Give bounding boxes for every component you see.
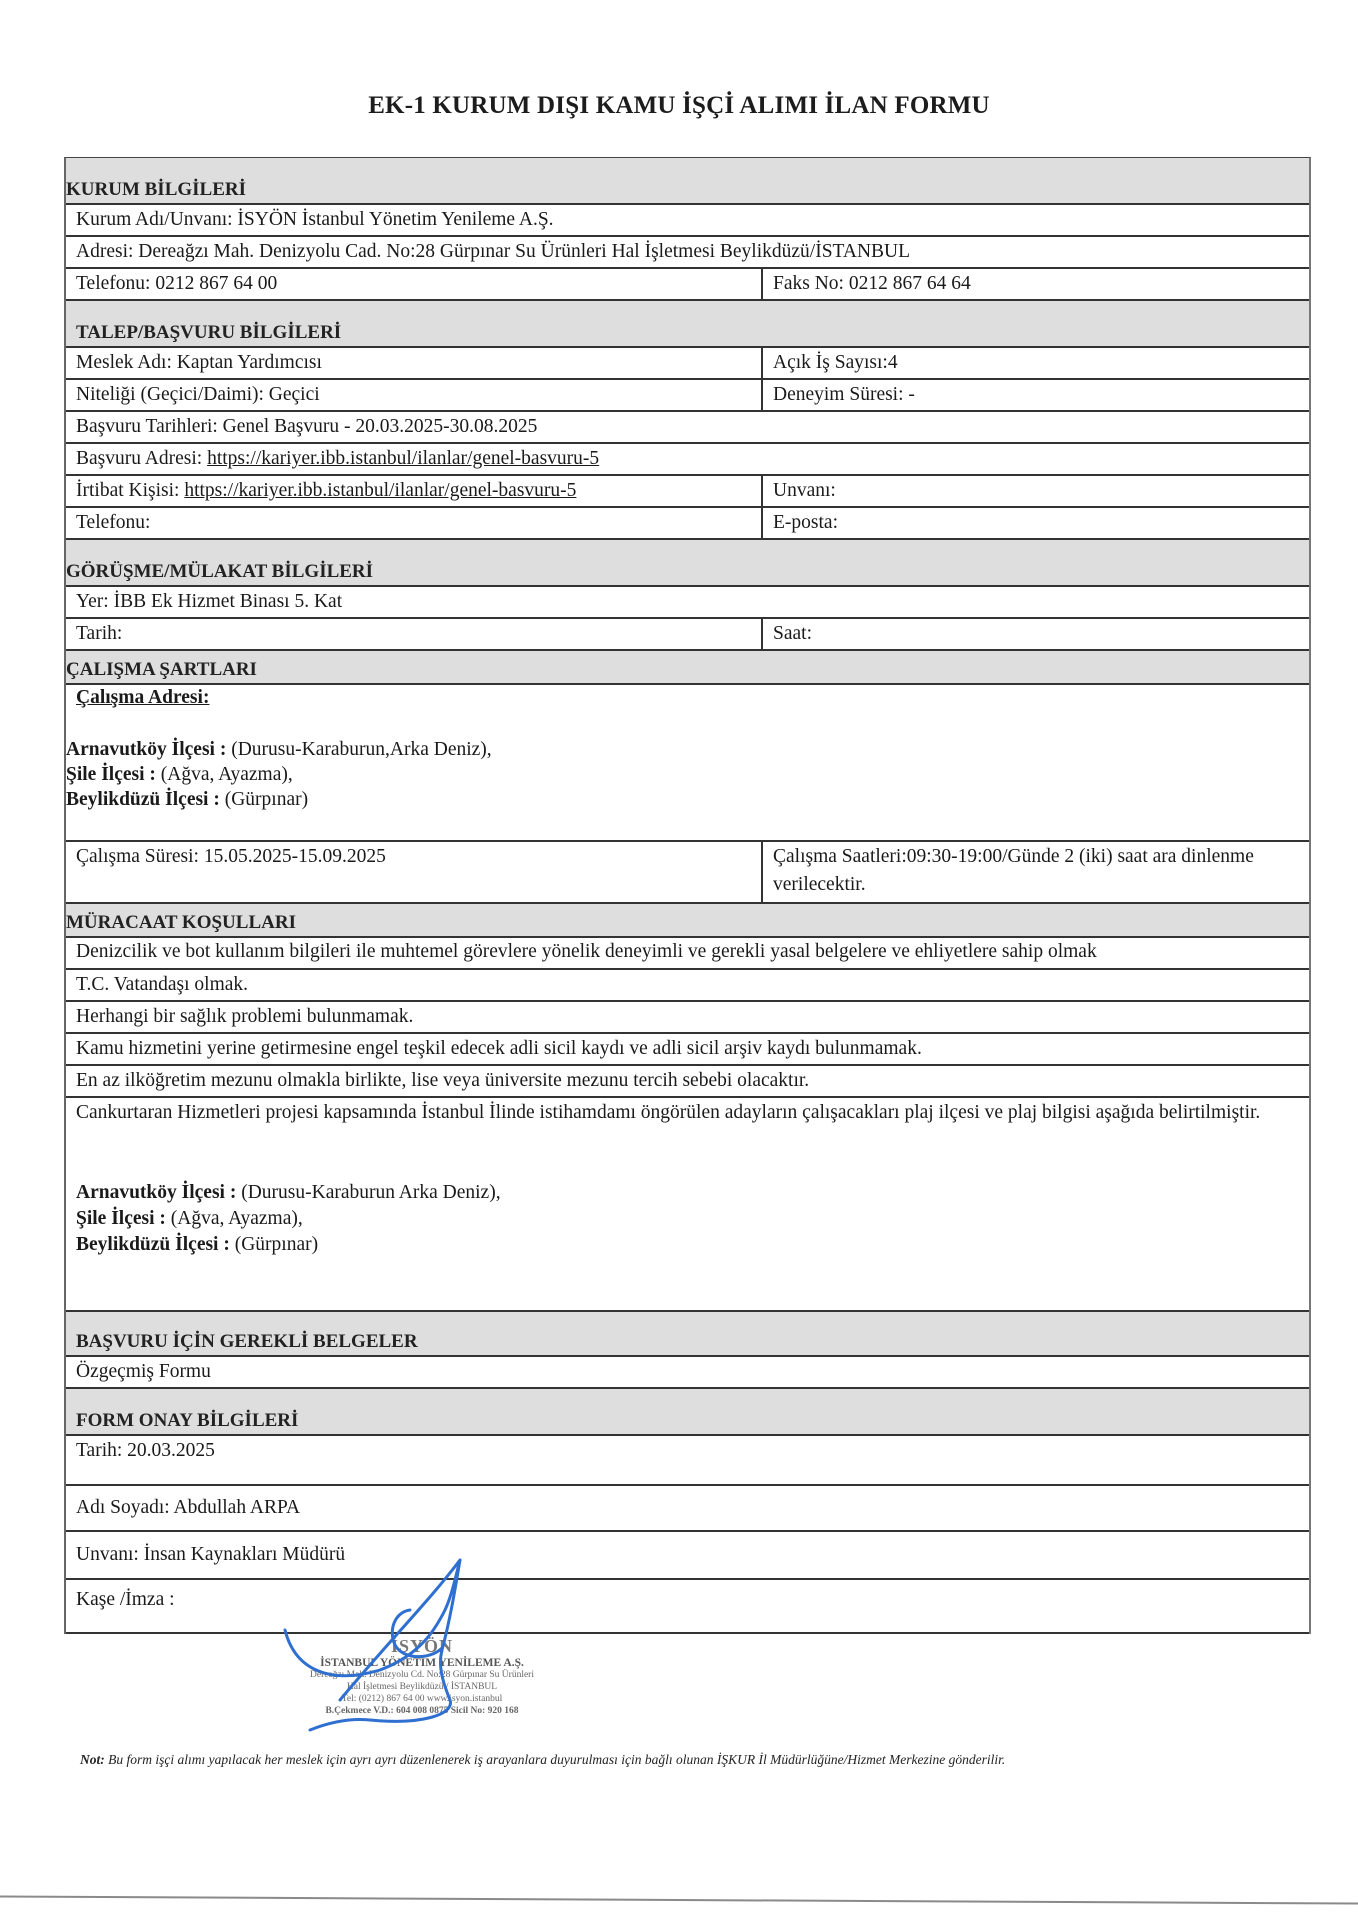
row-onay-unvani [66,1532,1309,1580]
section-heading: TALEP/BAŞVURU BİLGİLERİ [76,322,342,343]
muracaat-item [66,1034,1309,1066]
onay-unvani: Unvanı: İnsan Kaynakları Müdürü [76,1544,346,1565]
proje-text: Cankurtaran Hizmetleri projesi kapsamında İstanbul İlinde istihamdamı öngörülen adayların çalışacakları plaj ilçesi ve plaj bilgisi aşağıda belirtilmiştir. [76,1102,1261,1123]
gorusme-tarih: Tarih: [66,619,763,649]
row-telefonu [66,508,1309,540]
section-talep-basvuru [66,301,1309,348]
ilce-value: (Ağva, Ayazma), [155,764,293,785]
section-heading: KURUM BİLGİLERİ [66,179,246,200]
stamp-contact: Tel: (0212) 867 64 00 www.isyon.istanbul [341,1694,503,1704]
stamp-logo-text: İSYÖN [390,1636,453,1656]
muracaat-text: En az ilköğretim mezunu olmakla birlikte, lise veya üniversite mezunu tercih sebebi olacaktır. [76,1070,810,1091]
ilce-value: (Durusu-Karaburun Arka Deniz), [236,1182,501,1203]
muracaat-item [66,1066,1309,1098]
muracaat-item [66,1002,1309,1034]
basvuru-tarihleri: Başvuru Tarihleri: Genel Başvuru - 20.03.2025-30.08.2025 [76,416,538,437]
acik-is-sayisi: Açık İş Sayısı:4 [773,352,898,373]
kurum-adres: Adresi: Dereağzı Mah. Denizyolu Cad. No:28 Gürpınar Su Ürünleri Hal İşletmesi Beylikdüzü/İSTANBUL [76,241,911,262]
announcement-form [64,157,1311,1634]
calisma-adresi-heading: Çalışma Adresi: [76,687,210,708]
row-basvuru-adresi [66,444,1309,476]
irtibat-link[interactable]: https://kariyer.ibb.istanbul/ilanlar/genel-basvuru-5 [184,480,577,501]
ilce-value: (Gürpınar) [219,789,309,810]
scan-edge-line [0,1895,1358,1904]
row-adi-soyadi [66,1486,1309,1532]
ilce-line [66,764,293,786]
gorusme-saat: Saat: [773,623,812,644]
muracaat-text: Denizcilik ve bot kullanım bilgileri ile muhtemel görevlere yönelik deneyimli ve gerekli yasal belgelere ve ehliyetlere sahip olmak [76,941,1097,962]
unvani: Unvanı: [773,480,836,501]
row-kase-imza [66,1580,1309,1634]
ilce-name: Beylikdüzü İlçesi : [66,789,220,810]
section-gorusme-mulakat [66,540,1309,587]
section-heading: MÜRACAAT KOŞULLARI [66,912,296,933]
kurum-faks: Faks No: 0212 867 64 64 [773,273,971,294]
row-yer [66,587,1309,619]
ilce-line [76,1206,501,1232]
niteligi: Niteliği (Geçici/Daimi): Geçici [66,380,763,410]
ilce-line [66,739,492,761]
signature-icon [270,1550,530,1740]
row-kurum-adres [66,237,1309,269]
ilce-name: Arnavutköy İlçesi : [66,739,227,760]
row-niteligi [66,380,1309,412]
section-heading: BAŞVURU İÇİN GEREKLİ BELGELER [76,1331,418,1352]
irtibat-kisisi [66,476,763,506]
section-gerekli-belgeler [66,1312,1309,1357]
muracaat-item [66,970,1309,1002]
ilce-name: Arnavutköy İlçesi : [76,1182,237,1203]
e-posta: E-posta: [773,512,838,533]
note-label: Not: [80,1752,105,1767]
gorusme-yer: Yer: İBB Ek Hizmet Binası 5. Kat [76,591,343,612]
row-belge [66,1357,1309,1389]
section-heading: GÖRÜŞME/MÜLAKAT BİLGİLERİ [66,561,374,582]
row-kurum-adi [66,205,1309,237]
section-heading: ÇALIŞMA ŞARTLARI [66,659,257,680]
section-calisma-sartlari [66,651,1309,685]
belge-item: Özgeçmiş Formu [76,1361,211,1382]
section-kurum-bilgileri [66,158,1309,205]
kase-imza: Kaşe /İmza : [76,1589,175,1610]
section-muracaat-kosullari [66,904,1309,938]
calisma-suresi: Çalışma Süresi: 15.05.2025-15.09.2025 [66,842,763,902]
ilce-line [76,1232,501,1258]
row-calisma-suresi [66,842,1309,904]
note-text: Bu form işçi alımı yapılacak her meslek için ayrı ayrı düzenlenerek iş arayanlara duyurulması için bağlı olunan İŞKUR İl Müdürlüğüne/Hizmet Merkezine gönderilir. [104,1752,1006,1767]
page-title: EK-1 KURUM DIŞI KAMU İŞÇİ ALIMI İLAN FORMU [368,92,990,119]
irtibat-label: İrtibat Kişisi: [76,480,185,501]
stamp-address-2: Hal İşletmesi Beylikdüzü / İSTANBUL [346,1682,498,1692]
stamp-address: Dereağzı Mah. Denizyolu Cd. No:28 Gürpınar Su Ürünleri [310,1670,534,1680]
calisma-saatleri: Çalışma Saatleri:09:30-19:00/Günde 2 (iki) saat ara dinlenme verilecektir. [773,846,1254,895]
ilce-value: (Ağva, Ayazma), [165,1208,303,1229]
row-basvuru-tarihleri [66,412,1309,444]
kurum-adi: Kurum Adı/Unvanı: İSYÖN İstanbul Yönetim Yenileme A.Ş. [76,209,554,230]
section-heading: FORM ONAY BİLGİLERİ [76,1410,299,1431]
row-irtibat [66,476,1309,508]
deneyim-suresi: Deneyim Süresi: - [773,384,915,405]
muracaat-text: Kamu hizmetini yerine getirmesine engel teşkil edecek adli sicil kaydı ve adli sicil arşiv kaydı bulunmamak. [76,1038,922,1059]
plaj-ilceleri [76,1180,501,1258]
basvuru-adresi-label: Başvuru Adresi: [76,448,208,469]
ilce-line [66,789,308,811]
muracaat-proje-block [66,1098,1309,1312]
meslek-adi: Meslek Adı: Kaptan Yardımcısı [66,348,763,378]
ilce-value: (Durusu-Karaburun,Arka Deniz), [226,739,492,760]
row-meslek [66,348,1309,380]
ilce-name: Beylikdüzü İlçesi : [76,1234,230,1255]
stamp-company-name: İSTANBUL YÖNETİM YENİLEME A.Ş. [320,1657,524,1669]
adi-soyadi: Adı Soyadı: Abdullah ARPA [76,1497,301,1518]
ilce-name: Şile İlçesi : [66,764,156,785]
ilce-value: (Gürpınar) [229,1234,319,1255]
row-tarih-saat [66,619,1309,651]
kurum-telefon: Telefonu: 0212 867 64 00 [66,269,763,299]
stamp-tax-info: B.Çekmece V.D.: 604 008 0875 Sicil No: 920 168 [325,1706,519,1716]
ilce-name: Şile İlçesi : [76,1208,166,1229]
telefonu: Telefonu: [66,508,763,538]
section-form-onay [66,1389,1309,1436]
muracaat-item [66,938,1309,970]
onay-tarih: Tarih: 20.03.2025 [76,1440,215,1461]
muracaat-text: Herhangi bir sağlık problemi bulunmamak. [76,1006,414,1027]
basvuru-adresi [66,444,1309,474]
row-onay-tarih [66,1436,1309,1486]
basvuru-adresi-link[interactable]: https://kariyer.ibb.istanbul/ilanlar/genel-basvuru-5 [207,448,600,469]
calisma-adresi-block [66,685,1309,842]
muracaat-text: T.C. Vatandaşı olmak. [76,974,249,995]
ilce-line [76,1180,501,1206]
footer-note [80,1750,1180,1769]
row-kurum-telefon [66,269,1309,301]
